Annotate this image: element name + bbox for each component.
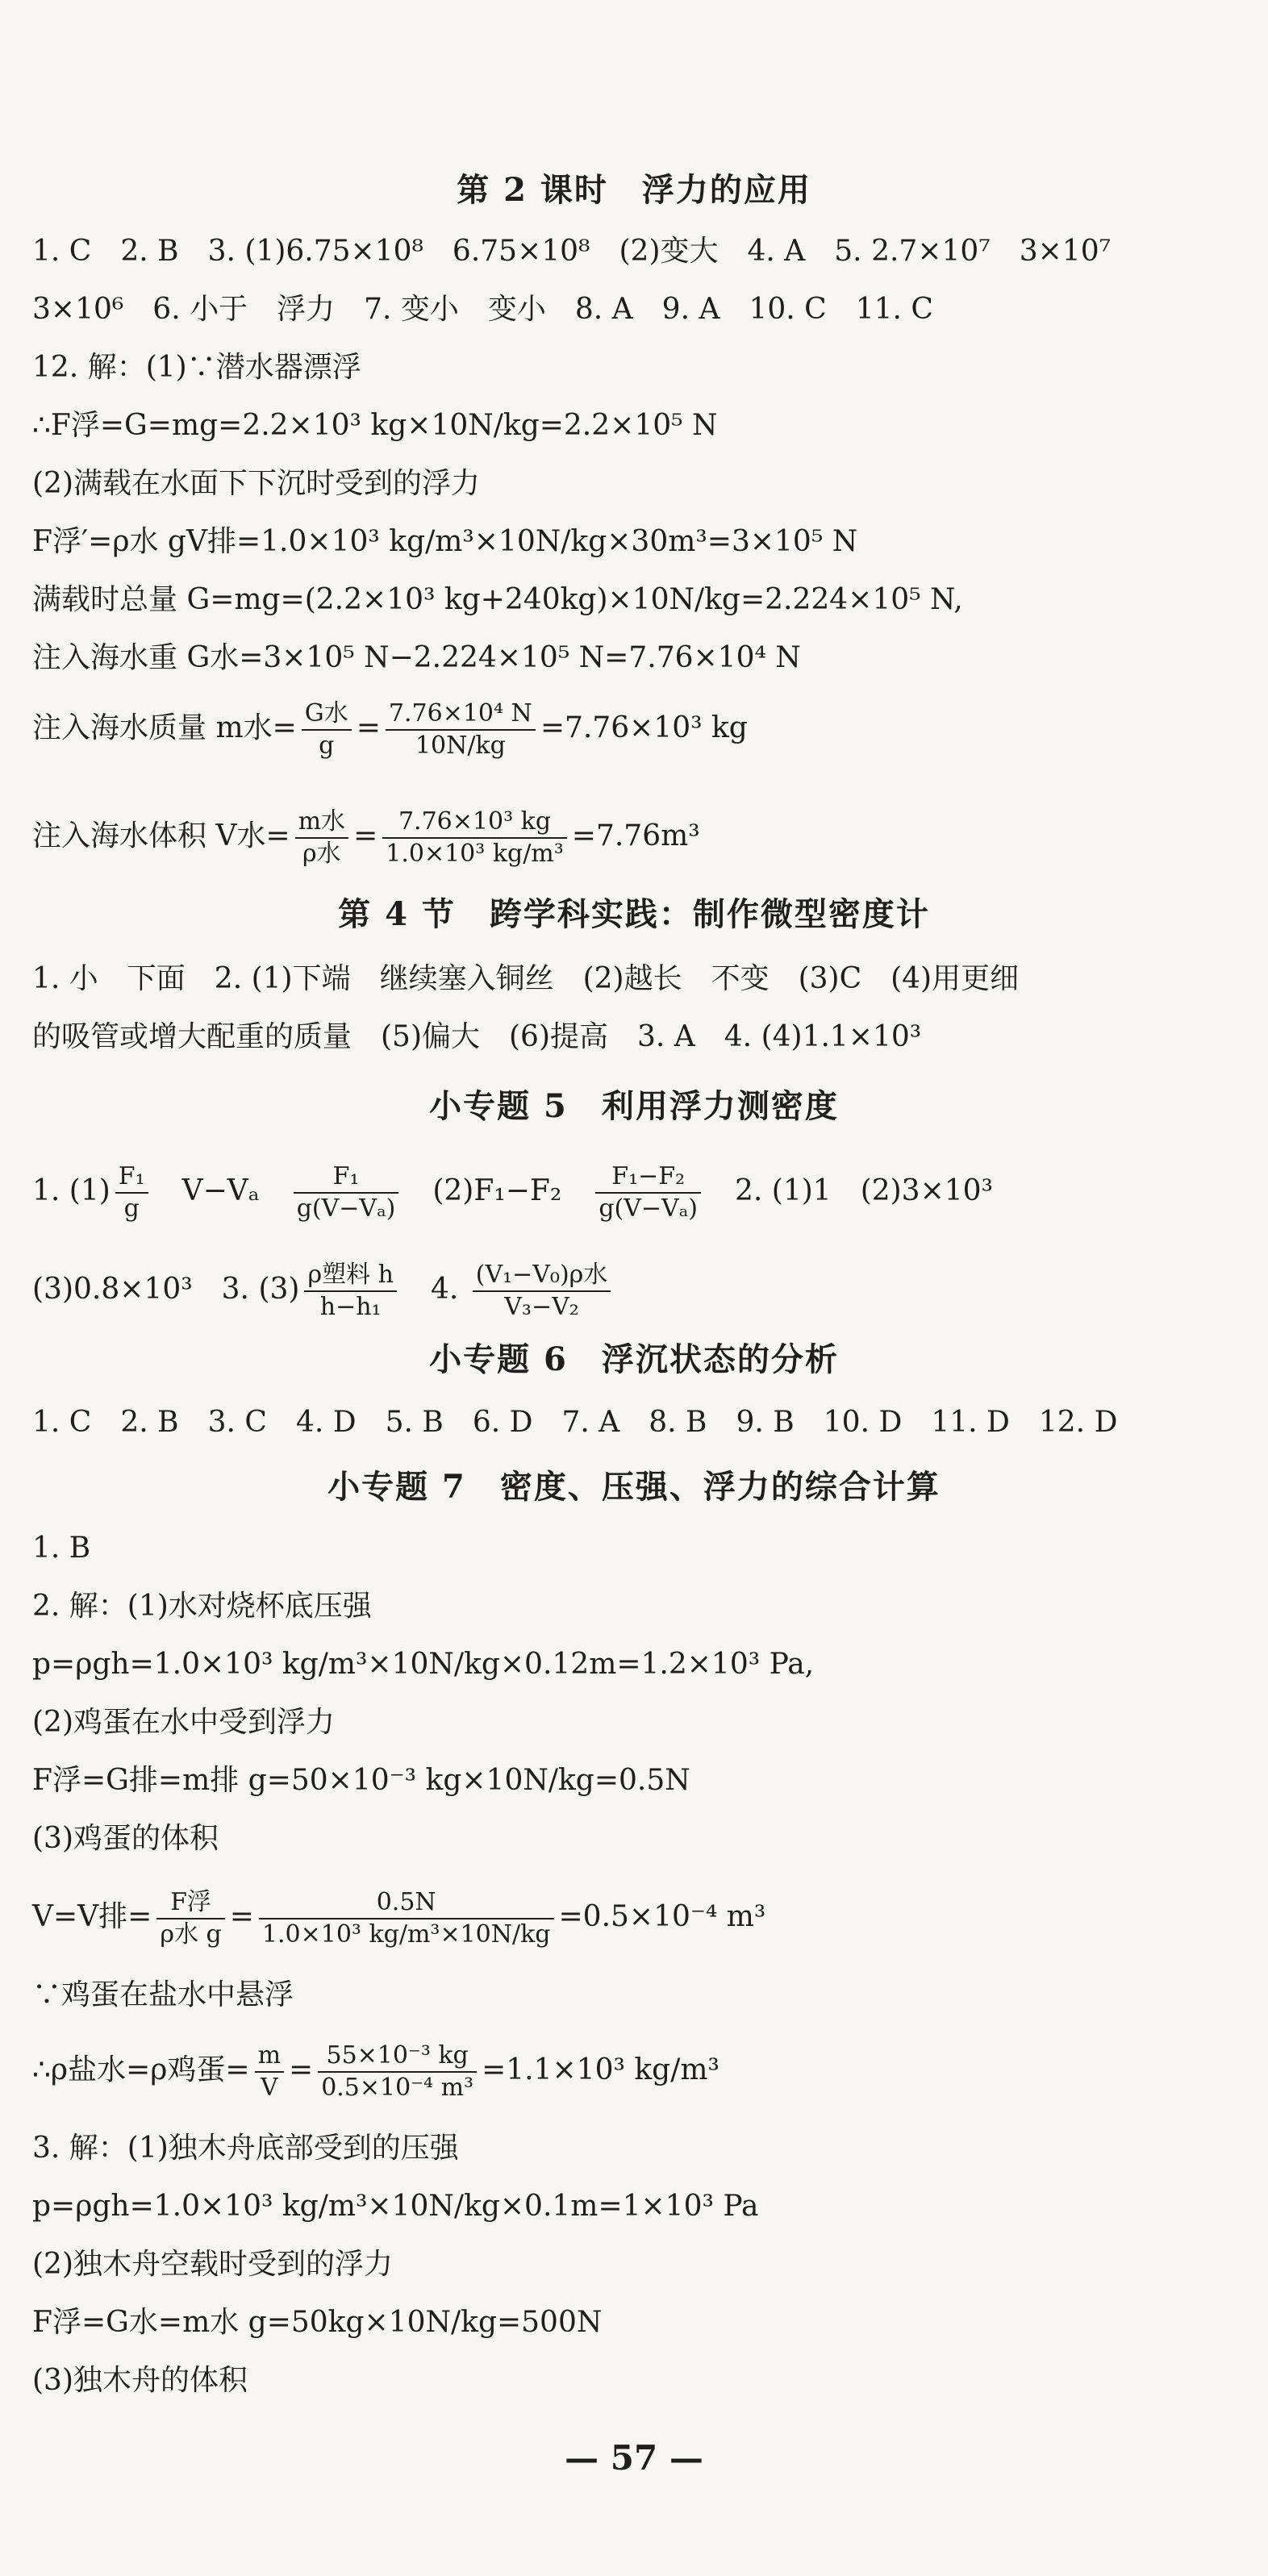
numerator: 55×10⁻³ kg — [318, 2040, 477, 2073]
denominator: g(V−Vₐ) — [599, 1194, 698, 1223]
numerator: F₁ — [115, 1161, 148, 1194]
fraction — [473, 1260, 611, 1323]
formula-text: 2. (1)1 (2)3×10³ — [706, 1174, 993, 1207]
denominator: ρ水 g — [160, 1920, 222, 1949]
page-number: — 57 — — [565, 2438, 703, 2478]
formula-text: =0.5×10⁻⁴ m³ — [558, 1900, 766, 1933]
fraction — [386, 698, 536, 761]
answer-line: (3)鸡蛋的体积 — [32, 1822, 219, 1855]
denominator: 1.0×10³ kg/m³×10N/kg — [261, 1920, 551, 1949]
formula-text: V−Vₐ — [152, 1174, 289, 1207]
formula-text: (2)F₁−F₂ — [403, 1174, 591, 1207]
denominator: 0.5×10⁻⁴ m³ — [321, 2074, 474, 2102]
formula-text: = — [289, 2053, 314, 2086]
denominator: 1.0×10³ kg/m³ — [386, 840, 564, 868]
answer-line: 1. C 2. B 3. C 4. D 5. B 6. D 7. A 8. B 9. B 10. D 11. D 12. D — [32, 1406, 1118, 1439]
fraction — [595, 1161, 701, 1224]
formula-text: = — [356, 711, 381, 744]
answer-line: 3×10⁶ 6. 小于 浮力 7. 变小 变小 8. A 9. A 10. C 11. C — [32, 293, 933, 326]
answer-line: 1. C 2. B 3. (1)6.75×10⁸ 6.75×10⁸ (2)变大 4. A 5. 2.7×10⁷ 3×10⁷ — [32, 235, 1112, 268]
formula-text: 4. — [401, 1273, 468, 1306]
answer-line: 2. 解：(1)水对烧杯底压强 — [32, 1590, 372, 1623]
answer-line: ∵鸡蛋在盐水中悬浮 — [32, 1978, 294, 2011]
formula-text: ∴ρ盐水=ρ鸡蛋= — [32, 2053, 250, 2086]
formula-line — [32, 1260, 1236, 1323]
formula-text: V=V排= — [32, 1900, 152, 1933]
answer-line: F浮=G水=m水 g=50kg×10N/kg=500N — [32, 2306, 603, 2339]
denominator: g — [123, 1194, 140, 1223]
answer-line: 1. 小 下面 2. (1)下端 继续塞入铜丝 (2)越长 不变 (3)C (4)用更细 — [32, 962, 1020, 995]
section-heading: 小专题 7 密度、压强、浮力的综合计算 — [327, 1468, 941, 1506]
answer-line: 的吸管或增大配重的质量 (5)偏大 (6)提高 3. A 4. (4)1.1×10³ — [32, 1020, 922, 1053]
fraction — [318, 2040, 477, 2103]
fraction — [302, 698, 352, 761]
numerator: m — [255, 2040, 284, 2073]
answer-line: 注入海水重 G水=3×10⁵ N−2.224×10⁵ N=7.76×10⁴ N — [32, 641, 801, 674]
denominator: V — [260, 2074, 278, 2102]
fraction — [156, 1887, 224, 1950]
formula-text: =7.76m³ — [571, 819, 700, 852]
answer-line: F浮=G排=m排 g=50×10⁻³ kg×10N/kg=0.5N — [32, 1764, 690, 1797]
numerator: ρ塑料 h — [304, 1260, 397, 1292]
numerator: (V₁−V₀)ρ水 — [473, 1260, 611, 1292]
formula-text: = — [353, 819, 378, 852]
formula-line-density — [32, 2040, 1236, 2103]
formula-text: 1. (1) — [32, 1174, 111, 1207]
formula-line-egg-volume — [32, 1887, 1236, 1950]
section-heading: 第 2 课时 浮力的应用 — [457, 171, 811, 209]
denominator: g — [319, 732, 335, 760]
answer-line: (2)满载在水面下下沉时受到的浮力 — [32, 467, 480, 500]
fraction — [295, 807, 348, 869]
numerator: 7.76×10⁴ N — [386, 698, 536, 731]
formula-text: = — [229, 1900, 254, 1933]
numerator: m水 — [295, 807, 348, 839]
denominator: ρ水 — [302, 840, 341, 868]
answer-line: p=ρgh=1.0×10³ kg/m³×10N/kg×0.1m=1×10³ Pa — [32, 2190, 759, 2223]
answer-line: p=ρgh=1.0×10³ kg/m³×10N/kg×0.12m=1.2×10³ Pa, — [32, 1648, 815, 1681]
answer-line: 1. B — [32, 1532, 91, 1565]
answer-line: (2)鸡蛋在水中受到浮力 — [32, 1706, 335, 1739]
answer-line: (3)独木舟的体积 — [32, 2364, 248, 2397]
fraction — [255, 2040, 284, 2103]
section-heading: 第 4 节 跨学科实践：制作微型密度计 — [338, 895, 930, 933]
numerator: 0.5N — [259, 1887, 554, 1919]
answer-line: 12. 解：(1)∵潜水器漂浮 — [32, 351, 361, 384]
answer-line: (2)独木舟空载时受到的浮力 — [32, 2248, 393, 2281]
denominator: V₃−V₂ — [504, 1293, 579, 1321]
denominator: h−h₁ — [319, 1293, 382, 1321]
fraction — [259, 1887, 554, 1950]
section-heading: 小专题 6 浮沉状态的分析 — [429, 1340, 839, 1378]
formula-line-mass — [32, 698, 1236, 761]
numerator: F₁−F₂ — [595, 1161, 701, 1194]
answer-line: F浮′=ρ水 gV排=1.0×10³ kg/m³×10N/kg×30m³=3×10⁵ N — [32, 525, 858, 558]
numerator: F浮 — [156, 1887, 224, 1919]
numerator: G水 — [302, 698, 352, 731]
answer-line: 3. 解：(1)独木舟底部受到的压强 — [32, 2132, 459, 2165]
section-heading: 小专题 5 利用浮力测密度 — [429, 1087, 839, 1125]
answer-line: 满载时总量 G=mg=(2.2×10³ kg+240kg)×10N/kg=2.224×10⁵ N, — [32, 583, 963, 616]
denominator: 10N/kg — [415, 732, 506, 760]
formula-text: =7.76×10³ kg — [540, 711, 748, 744]
fraction — [304, 1260, 397, 1323]
fraction — [115, 1161, 148, 1224]
fraction — [294, 1161, 399, 1224]
denominator: g(V−Vₐ) — [296, 1194, 396, 1223]
numerator: F₁ — [294, 1161, 399, 1194]
formula-text: (3)0.8×10³ 3. (3) — [32, 1273, 300, 1306]
formula-text: 注入海水体积 V水= — [32, 819, 290, 852]
formula-text: =1.1×10³ kg/m³ — [482, 2053, 720, 2086]
formula-line-volume — [32, 807, 1236, 869]
numerator: 7.76×10³ kg — [382, 807, 567, 839]
formula-text: 注入海水质量 m水= — [32, 711, 297, 744]
formula-line — [32, 1161, 1236, 1224]
answer-line: ∴F浮=G=mg=2.2×10³ kg×10N/kg=2.2×10⁵ N — [32, 409, 718, 442]
fraction — [382, 807, 567, 869]
